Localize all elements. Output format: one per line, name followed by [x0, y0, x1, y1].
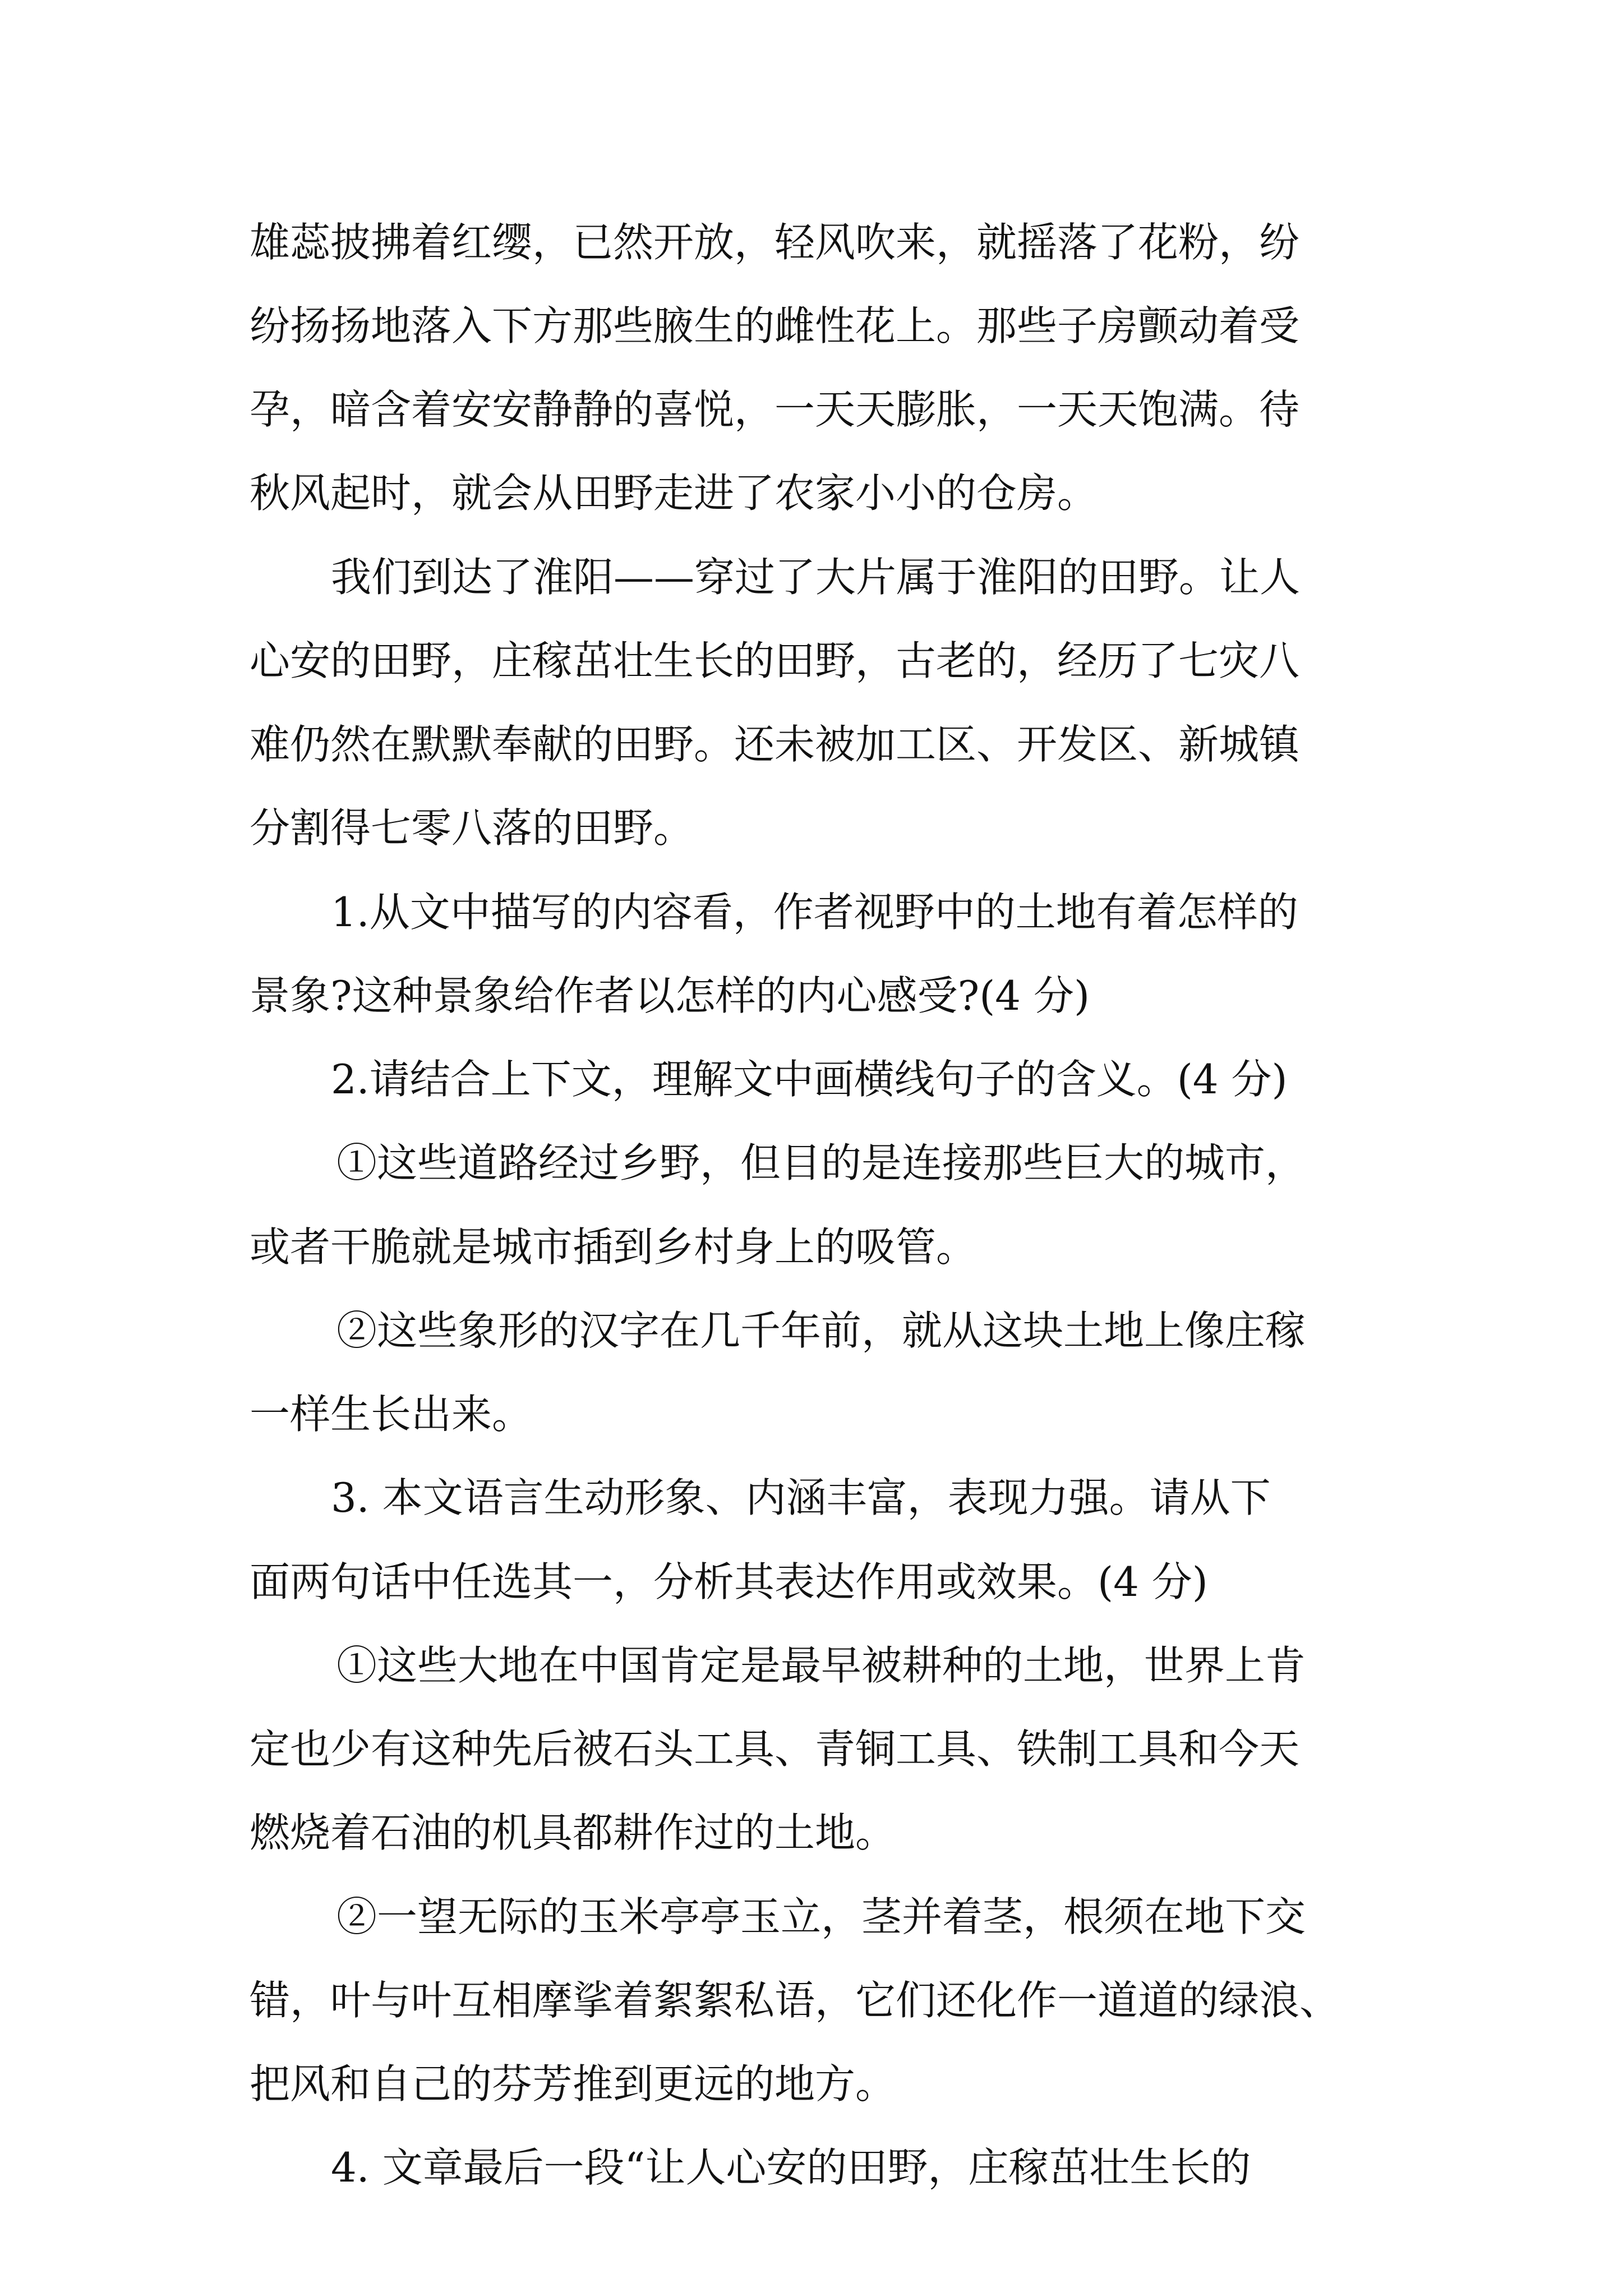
text-line: 心安的田野，庄稼茁壮生长的田野，古老的，经历了七灾八	[250, 637, 1300, 684]
question-line: 燃烧着石油的机具都耕作过的土地。	[250, 1809, 896, 1856]
question-line: 或者干脆就是城市插到乡村身上的吸管。	[250, 1223, 977, 1271]
text-line: 纷扬扬地落入下方那些腋生的雌性花上。那些子房颤动着受	[250, 302, 1300, 349]
question-line: 景象?这种景象给作者以怎样的内心感受?(4 分)	[250, 972, 1090, 1019]
question-line: 把风和自己的芬芳推到更远的地方。	[250, 2060, 896, 2108]
question-line: 一样生长出来。	[250, 1391, 533, 1438]
text-line: 我们到达了淮阳——穿过了大片属于淮阳的田野。让人	[331, 554, 1301, 601]
text-line: 孕，暗含着安安静静的喜悦，一天天膨胀，一天天饱满。待	[250, 386, 1300, 433]
text-line: 分割得七零八落的田野。	[250, 804, 694, 852]
question-line: 错，叶与叶互相摩挲着絮絮私语，它们还化作一道道的绿浪、	[250, 1977, 1340, 2024]
text-line: 雄蕊披拂着红缨，已然开放，轻风吹来，就摇落了花粉，纷	[250, 219, 1300, 266]
question-line: 3. 本文语言生动形象、内涵丰富，表现力强。请从下	[331, 1474, 1271, 1521]
text-line: 秋风起时，就会从田野走进了农家小小的仓房。	[250, 470, 1098, 517]
question-line: ①这些道路经过乡野，但目的是连接那些巨大的城市，	[336, 1139, 1306, 1186]
question-line: ②一望无际的玉米亭亭玉立，茎并着茎，根须在地下交	[336, 1893, 1306, 1940]
question-line: 4. 文章最后一段“让人心安的田野，庄稼茁壮生长的	[331, 2144, 1251, 2191]
question-line: 1.从文中描写的内容看，作者视野中的土地有着怎样的	[331, 889, 1298, 936]
question-line: 定也少有这种先后被石头工具、青铜工具、铁制工具和今天	[250, 1726, 1300, 1773]
question-line: 面两句话中任选其一，分析其表达作用或效果。(4 分)	[250, 1558, 1208, 1605]
question-line: 2.请结合上下文，理解文中画横线句子的含义。(4 分)	[331, 1056, 1288, 1103]
text-line: 难仍然在默默奉献的田野。还未被加工区、开发区、新城镇	[250, 721, 1300, 768]
question-line: ②这些象形的汉字在几千年前，就从这块土地上像庄稼	[336, 1307, 1306, 1354]
question-line: ①这些大地在中国肯定是最早被耕种的土地，世界上肯	[336, 1642, 1306, 1689]
